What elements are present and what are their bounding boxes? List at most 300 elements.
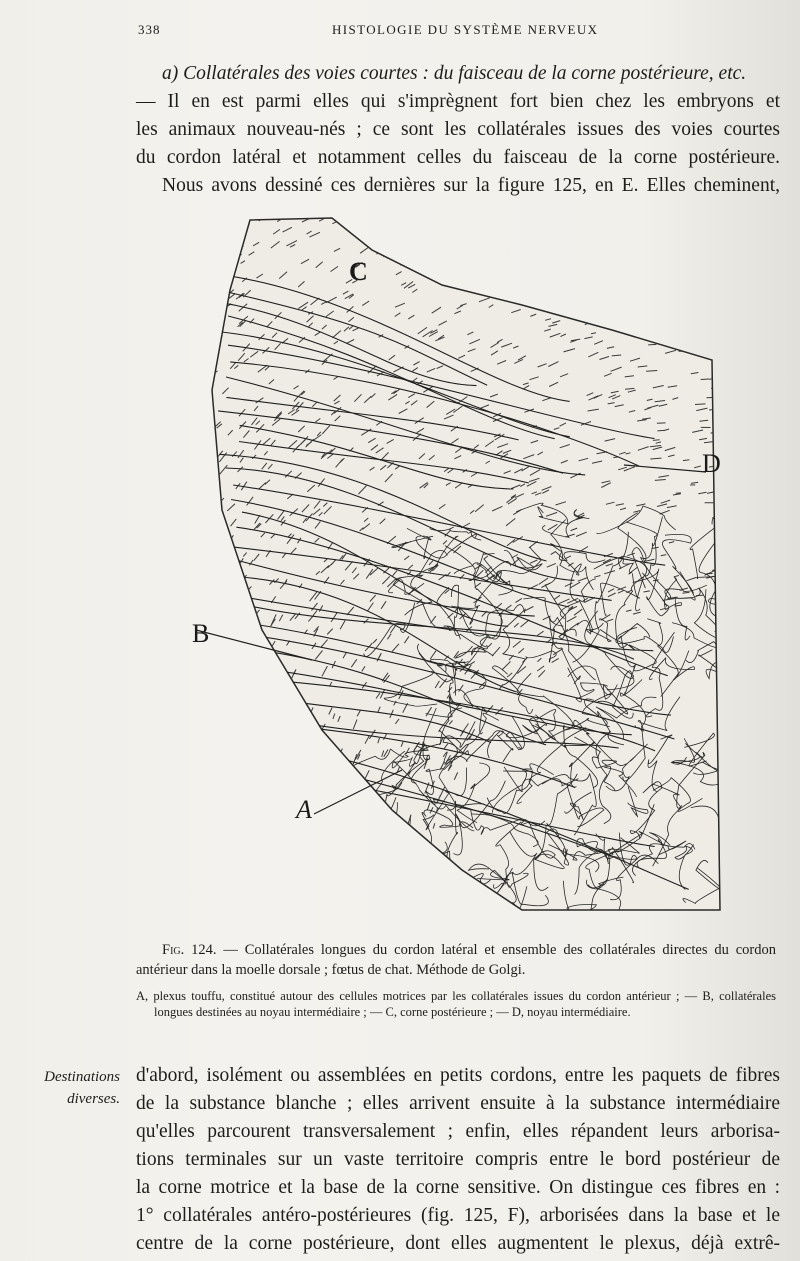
fiber-dash [482,245,488,247]
fiber-dash [418,224,426,227]
text-line: centre de la corne postérieure, dont elles augmentent le plexus, déjà extrê- [136,1233,780,1254]
fiber-dash [202,512,207,520]
histology-drawing [192,210,728,926]
fiber-dash [237,754,239,762]
fiber-dash [213,504,218,510]
fiber-dash [658,274,668,276]
fiber-dash [260,213,269,218]
fiber-dash [287,797,288,803]
fiber-dash [217,253,224,257]
fiber-dash [194,337,200,344]
text-line: — Il en est parmi elles qui s'imprègnent fort bien chez les embryons et [136,91,780,112]
fiber-dash [217,614,221,621]
fiber-dash [236,714,239,720]
fiber-dash [385,880,387,887]
fiber-dash [212,256,220,264]
fiber-dash [637,239,645,241]
fiber-dash [336,210,341,211]
fiber-dash [213,219,219,225]
fiber-dash [208,606,213,614]
fiber-dash [233,654,236,662]
fiber-dash [250,832,251,842]
fiber-dash [562,292,570,294]
fiber-dash [291,743,293,750]
fiber-dash [212,231,220,235]
fiber-dash [201,391,204,395]
fiber-dash [397,880,399,888]
fiber-dash [243,625,247,633]
fiber-dash [244,736,247,743]
fiber-dash [230,845,232,854]
fiber-dash [285,210,292,211]
fiber-dash [201,415,209,421]
margin-note-line: diverses. [67,1091,120,1107]
fiber-dash [478,256,487,261]
fiber-dash [671,234,682,236]
fiber-dash [274,744,276,751]
bottom-paragraph [136,1062,780,1258]
fiber-dash [727,367,728,368]
fiber-dash [246,621,249,628]
fiber-dash [282,751,285,757]
label-d: D [702,449,721,478]
fiber-dash [591,317,598,320]
fiber-dash [608,313,618,316]
fiber-dash [328,839,330,847]
fiber-dash [439,255,447,259]
fiber-dash [258,854,259,865]
fiber-dash [491,258,500,263]
fiber-dash [232,814,233,821]
fiber-dash [285,916,286,923]
fiber-dash [516,225,522,228]
fiber-dash [373,867,375,876]
fiber-dash [257,698,262,707]
fiber-dash [269,754,271,761]
fiber-dash [200,740,202,746]
margin-note-line: Destinations [44,1069,120,1085]
fiber-dash [205,610,208,615]
fiber-dash [399,256,404,259]
fiber-dash [500,294,506,296]
fiber-dash [234,722,237,730]
fiber-dash [398,227,406,232]
fiber-dash [371,239,379,244]
fiber-dash [215,221,223,229]
fiber-dash [635,258,641,259]
fiber-dash [476,218,481,221]
fiber-dash [233,735,237,745]
fiber-dash [209,782,210,791]
fiber-dash [415,254,421,257]
fiber-dash [653,440,660,441]
fiber-dash [705,260,714,261]
text-line: 1° collatérales antéro-postérieures (fig. 125, F), arborisées dans la base et le [136,1205,780,1226]
fiber-dash [641,266,648,268]
fiber-dash [264,214,274,220]
fiber-dash [316,212,322,215]
fiber-dash [283,819,284,825]
fiber-dash [349,776,352,786]
fiber-dash [285,779,287,784]
fiber-dash [259,824,261,835]
fiber-dash [560,229,567,232]
fiber-dash [194,904,195,911]
fiber-dash [344,908,345,914]
fiber-dash [438,273,445,277]
fiber-dash [470,262,476,264]
fiber-dash [208,558,213,565]
fiber-dash [349,826,350,835]
fiber-dash [708,240,715,241]
fiber-dash [319,887,321,898]
text-line: de la substance blanche ; elles arrivent ensuite à la substance intermédiaire [136,1093,780,1114]
fiber-dash [637,249,648,250]
fiber-dash [399,222,404,224]
plexus-branch [717,700,728,719]
plexus-branch [425,875,458,925]
caption-main [136,940,776,980]
fiber-dash [700,226,710,227]
fiber-dash [595,300,604,303]
figure-caption [136,940,776,1020]
fiber-dash [513,295,524,300]
top-paragraph [136,60,780,200]
fiber-dash [236,219,245,225]
fiber-dash [480,274,485,277]
fiber-dash [489,224,496,227]
fiber-dash [218,910,219,916]
fiber-dash [258,825,260,832]
fiber-dash [261,720,263,726]
fiber-dash [204,798,207,810]
fiber-dash [193,801,194,807]
fiber-dash [317,849,318,855]
fiber-dash [196,527,201,534]
fiber-dash [262,697,267,705]
fiber-dash [272,210,280,214]
fiber-dash [256,805,259,815]
fiber-dash [545,259,553,263]
fiber-dash [422,869,424,878]
fiber-dash [331,840,333,845]
fiber-dash [201,491,207,500]
fiber-dash [599,294,606,295]
fiber-dash [710,215,719,216]
fiber-dash [331,818,334,828]
fiber-dash [212,865,214,873]
page-number: 338 [138,22,161,37]
fiber-dash [202,341,207,346]
fiber-dash [354,826,355,834]
fiber-dash [438,211,443,213]
fiber-dash [282,210,293,212]
plexus-branch [383,866,417,898]
fiber-dash [244,614,249,625]
fiber-dash [405,827,408,836]
plexus-branch [718,696,728,794]
label-c: C [349,257,368,286]
fiber-dash [218,300,225,306]
fiber-dash [205,459,213,466]
fiber-dash [204,774,206,779]
fiber-dash [552,308,560,311]
fiber-dash [270,688,276,697]
fiber-dash [359,866,360,871]
fiber-dash [200,225,208,232]
fiber-dash [428,261,436,264]
fiber-dash [222,756,225,767]
fiber-dash [394,901,395,913]
fiber-dash [246,828,247,835]
fiber-dash [207,909,208,918]
fiber-dash [223,834,225,840]
fiber-dash [205,426,211,435]
fiber-dash [207,290,212,294]
fiber-dash [270,722,272,729]
fiber-dash [196,821,198,827]
fiber-dash [380,834,382,841]
fiber-dash [506,232,516,236]
fiber-dash [508,256,514,259]
fiber-dash [259,856,260,866]
fiber-dash [268,649,273,659]
fiber-dash [660,340,668,341]
fiber-dash [219,681,224,692]
fiber-dash [669,230,677,232]
fiber-dash [290,770,292,776]
fiber-dash [283,771,286,780]
fiber-dash [657,430,664,431]
fiber-dash [346,854,348,864]
fiber-dash [538,227,545,230]
fiber-dash [208,727,210,733]
fiber-dash [638,305,649,306]
fiber-dash [618,243,626,246]
fiber-dash [718,538,728,541]
fiber-dash [203,677,207,684]
fiber-dash [596,269,601,270]
fiber-dash [269,717,273,727]
fiber-dash [408,903,409,909]
fiber-dash [240,221,247,224]
fiber-dash [245,761,248,768]
fiber-dash [452,280,461,285]
fiber-dash [420,837,422,844]
fiber-dash [476,274,485,277]
fiber-dash [267,743,269,748]
fiber-dash [202,428,206,432]
fiber-dash [706,290,717,291]
fiber-dash [530,294,541,299]
fiber-dash [648,230,655,231]
fiber-dash [197,426,204,435]
plexus-branch [415,857,443,912]
text-line: Nous avons dessiné ces dernières sur la figure 125, en E. Elles cheminent, [162,175,780,196]
fiber-dash [570,266,578,269]
caption-text: — Collatérales longues du cordon latéral et ensemble des collatérales directes du cordon antérieur dans la moelle dorsale ; fœtus de chat. Méthode de Golgi. [136,942,776,978]
fiber-dash [398,258,405,263]
fiber-dash [324,745,326,750]
fiber-dash [199,380,204,386]
fiber-dash [194,463,201,471]
fiber-dash [315,800,316,805]
fiber-dash [639,279,645,280]
fiber-dash [293,711,298,720]
fiber-dash [727,474,728,475]
fiber-dash [192,527,197,533]
text-line: du cordon latéral et notamment celles du faisceau de la corne postérieure. [136,147,780,168]
fiber-dash [543,213,549,216]
fiber-dash [356,773,359,784]
fiber-dash [575,256,586,257]
fiber-dash [669,322,675,324]
fiber-dash [329,826,330,832]
fiber-dash [302,834,303,845]
figure-124-illustration [192,210,728,926]
fiber-dash [320,837,321,844]
fiber-dash [232,755,234,760]
fiber-dash [579,252,589,254]
fiber-dash [223,237,230,242]
fiber-dash [544,263,550,265]
fiber-dash [715,269,727,271]
text-line: tions terminales sur un vaste territoire compris entre le bord postérieur de [136,1149,780,1170]
plexus-branch [436,861,459,909]
fiber-dash [220,255,228,263]
fiber-dash [362,214,370,219]
fiber-dash [573,270,580,271]
fiber-dash [426,269,435,273]
text-line: qu'elles parcourent transversalement ; enfin, elles répandent leurs arborisa- [136,1121,780,1142]
fiber-dash [416,214,426,218]
fiber-dash [284,752,288,761]
fiber-dash [696,595,704,596]
fiber-dash [598,256,605,258]
fiber-dash [289,764,293,772]
margin-note [10,1066,120,1110]
fiber-dash [659,238,671,239]
fiber-dash [206,550,210,555]
fiber-dash [270,703,273,711]
section-heading: a) Collatérales des voies courtes : du faisceau de la corne postérieure, etc. [162,63,747,84]
text-line: d'abord, isolément ou assemblées en petits cordons, entre les paquets de fibres [136,1065,780,1086]
fiber-dash [549,235,557,237]
fiber-dash [207,499,211,506]
fiber-dash [684,230,690,231]
fiber-dash [402,844,404,850]
fiber-dash [490,272,498,275]
fiber-dash [610,252,616,254]
fiber-dash [459,252,467,255]
fiber-dash [219,210,224,212]
fiber-dash [359,847,362,858]
fiber-dash [210,538,215,544]
fiber-dash [632,302,640,304]
fiber-dash [451,212,460,217]
fiber-dash [271,822,272,828]
fiber-dash [551,210,560,212]
fiber-dash [695,404,706,405]
fiber-dash [225,733,228,741]
fiber-dash [727,587,728,588]
fiber-dash [221,804,222,815]
fiber-dash [286,904,287,911]
fiber-dash [229,705,232,710]
fiber-dash [197,601,202,611]
fiber-dash [718,263,725,264]
fiber-dash [544,224,553,226]
fiber-dash [215,678,217,683]
fiber-dash [224,833,226,843]
fiber-dash [289,832,290,843]
running-title: HISTOLOGIE DU SYSTÈME NERVEUX [332,22,599,37]
fiber-dash [382,210,389,211]
fiber-dash [506,268,517,272]
label-a: A [296,795,312,824]
fiber-dash [413,255,418,257]
fiber-dash [243,890,245,899]
fiber-dash [549,210,556,212]
fiber-dash [248,652,250,657]
fiber-dash [644,313,649,314]
fiber-dash [363,806,365,815]
fiber-dash [195,515,200,522]
fiber-dash [603,269,614,270]
caption-figure-label: Fig. 124. [162,942,217,958]
fiber-dash [300,724,302,732]
fiber-dash [613,293,623,296]
caption-legend: A, plexus touffu, constitué autour des cellules motrices par les collatérales issues du cordon antérieur ; — B, collatérales longues destinées au noyau intermédiaire ; — C, corne postérieure ; — D, noyau intermédiaire. [136,989,776,1019]
fiber-dash [196,686,199,696]
fiber-dash [563,304,571,306]
fiber-dash [261,763,262,768]
fiber-dash [215,694,219,700]
fiber-dash [245,723,248,734]
fiber-dash [372,904,373,916]
fiber-dash [193,582,199,591]
fiber-dash [223,718,225,727]
fiber-dash [250,701,252,706]
fiber-dash [709,379,718,380]
fiber-dash [635,240,641,241]
fiber-dash [665,287,674,288]
fiber-dash [607,219,615,220]
fiber-dash [506,251,511,252]
fiber-dash [400,262,406,265]
fiber-dash [210,591,213,595]
fiber-dash [366,794,368,804]
fiber-dash [198,694,200,701]
fiber-dash [675,284,682,285]
fiber-dash [270,716,274,724]
fiber-dash [240,762,244,770]
fiber-dash [455,272,462,277]
fiber-dash [711,274,716,275]
fiber-dash [419,268,426,271]
fiber-dash [201,763,204,773]
fiber-dash [520,274,528,277]
fiber-dash [640,243,647,244]
fiber-dash [203,210,210,216]
fiber-dash [544,243,555,248]
fiber-dash [209,804,210,814]
fiber-dash [524,239,533,243]
fiber-dash [244,740,248,748]
fiber-dash [211,661,213,667]
fiber-dash [199,477,203,483]
section-outline [212,218,720,910]
